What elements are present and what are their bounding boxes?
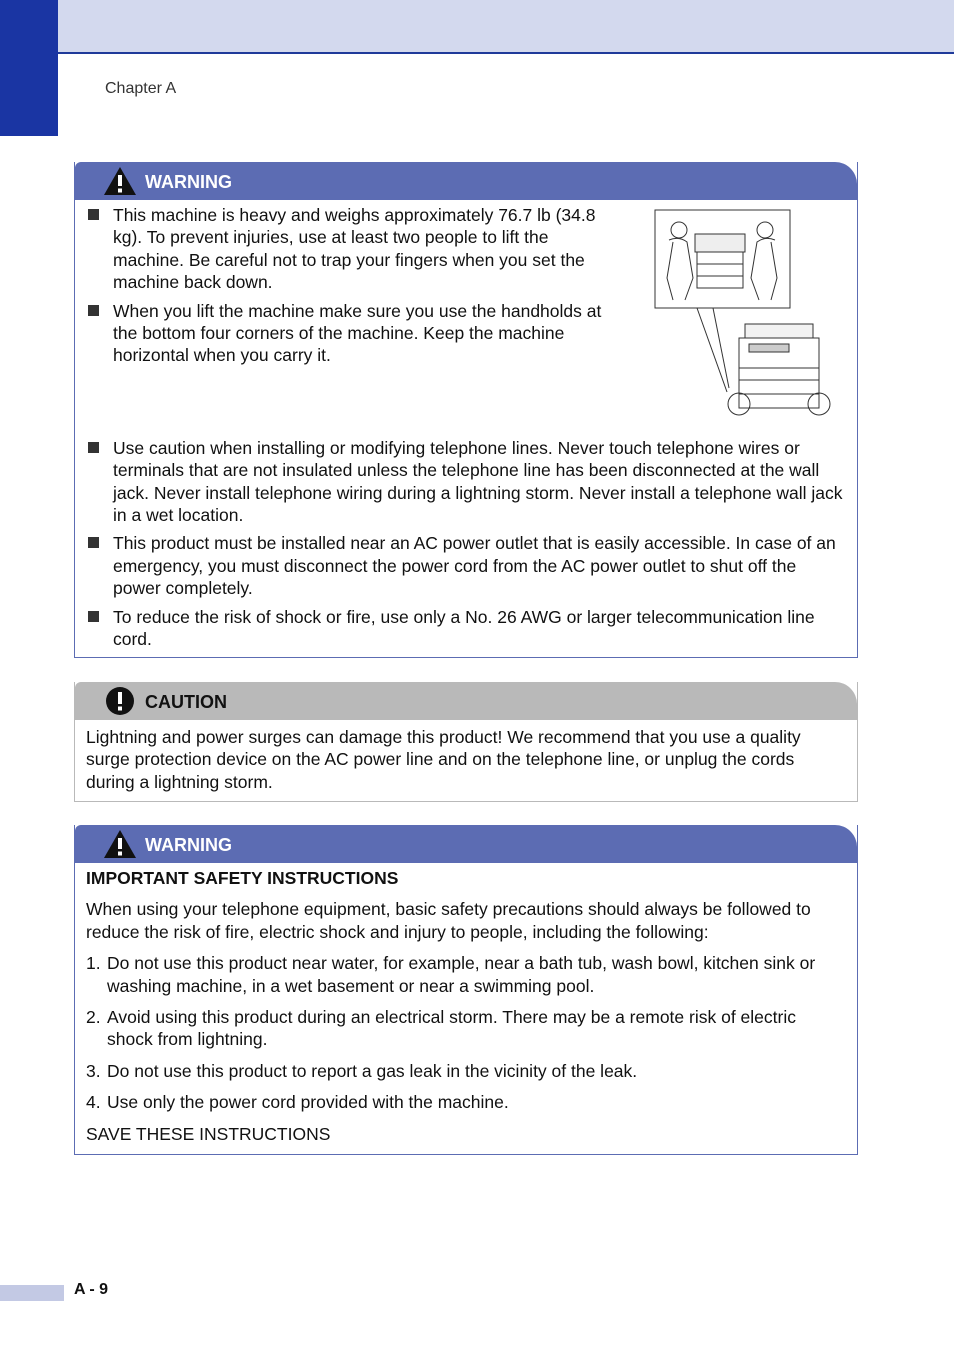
caution-header (75, 682, 857, 720)
chapter-tab (0, 0, 58, 136)
bullet-item: This machine is heavy and weighs approximately 76.7 lb (34.8 kg). To prevent injuries, use at least two people to lift the machine. Be careful not to trap your fingers when you set the machine back down. (86, 204, 616, 294)
caution-exclamation-icon (103, 686, 137, 716)
warning-label: WARNING (145, 835, 232, 855)
bullet-item: This product must be installed near an AC power outlet that is easily accessible. In case of an emergency, you must disconnect the power cord from the AC power outlet to shut off the power completely. (86, 532, 843, 599)
safety-heading: IMPORTANT SAFETY INSTRUCTIONS (86, 868, 399, 888)
list-item: 1. Do not use this product near water, for example, near a bath tub, wash bowl, kitchen sink or washing machine, in a wet basement or near a swimming pool. (86, 953, 816, 996)
bullet-item: When you lift the machine make sure you use the handholds at the bottom four corners of the machine. Keep the machine horizontal when you carry it. (86, 300, 616, 367)
safety-intro: When using your telephone equipment, basic safety precautions should always be followed to reduce the risk of fire, electric shock and injury to people, including the following: (86, 899, 811, 942)
warning-box-1 (74, 162, 858, 658)
page-number: A - 9 (74, 1281, 109, 1298)
bullet-item: Use caution when installing or modifying telephone lines. Never touch telephone wires or terminals that are not insulated unless the telephone line has been disconnected at the wall jack. Never install telephone wiring during a lightning storm. Never install a telephone wall jack in a wet location. (86, 437, 843, 527)
list-item: 2. Avoid using this product during an electrical storm. There may be a remote risk of electric shock from lightning. (86, 1007, 796, 1050)
warning-header (75, 162, 857, 200)
caution-box (74, 682, 858, 802)
footer-bar (0, 1285, 64, 1301)
warning-label: WARNING (145, 172, 232, 192)
warning-triangle-icon (103, 166, 137, 196)
list-item: 4. Use only the power cord provided with the machine. (86, 1092, 509, 1113)
save-instructions: SAVE THESE INSTRUCTIONS (86, 1123, 331, 1144)
chapter-label: Chapter A (105, 80, 177, 97)
caution-text: Lightning and power surges can damage this product! We recommend that you use a quality surge protection device on the AC power line and on the telephone line, or unplug the cords during a lightning storm. (86, 727, 801, 792)
lifting-machine-illustration (653, 208, 835, 424)
bullet-item: To reduce the risk of shock or fire, use only a No. 26 AWG or larger telecommunication line cord. (86, 606, 843, 651)
warning-box-2 (74, 825, 858, 1155)
top-band (0, 0, 954, 54)
warning-triangle-icon (103, 829, 137, 859)
warning-header (75, 825, 857, 863)
caution-label: CAUTION (145, 692, 227, 712)
list-item: 3. Do not use this product to report a gas leak in the vicinity of the leak. (86, 1060, 638, 1081)
